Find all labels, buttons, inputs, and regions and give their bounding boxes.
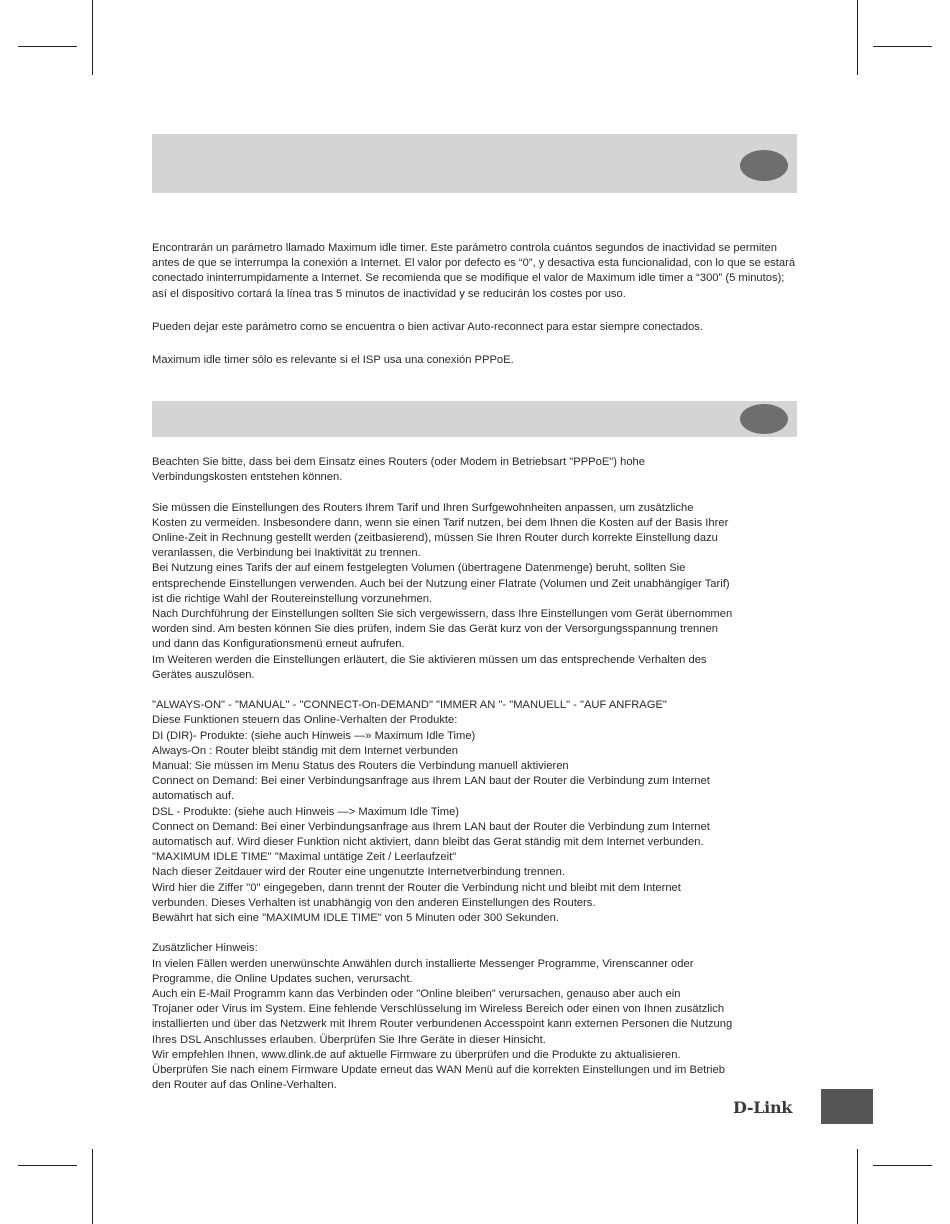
text-line: Diese Funktionen steuern das Online-Verhalten der Produkte: bbox=[152, 714, 458, 727]
crop-mark bbox=[18, 1165, 77, 1166]
text-line: Beachten Sie bitte, dass bei dem Einsatz eines Routers (oder Modem in Betriebsart "PPPoE") hohe bbox=[152, 456, 645, 468]
text-line: verbunden. Dieses Verhalten ist unabhängig von den anderen Einstellungen des Routers. bbox=[152, 896, 596, 909]
text-line: installierten und über das Netzwerk mit Ihrem Router verbundenen Accesspoint kann externen Personen die Nutzung bbox=[152, 1018, 733, 1031]
crop-mark bbox=[873, 1165, 932, 1166]
text-line: ist die richtige Wahl der Routereinstellung vorzunehmen. bbox=[152, 592, 433, 605]
crop-mark bbox=[18, 46, 77, 47]
crop-mark bbox=[92, 1149, 93, 1224]
blank-line bbox=[152, 683, 802, 698]
text-line: automatisch auf. Wird dieser Funktion nicht aktiviert, dann bleibt das Gerat ständig mit dem Internet verbunden. bbox=[152, 836, 704, 849]
text-line: Überprüfen Sie nach einem Firmware Update erneut das WAN Menü auf die korrekten Einstellungen und im Betrieb bbox=[152, 1064, 725, 1077]
paragraph: Encontrarán un parámetro llamado Maximum idle timer. Este parámetro controla cuántos segundos de inactividad se permiten antes de que se interrumpa la conexión a Internet. El valor por defecto es “0”, y desactiva esta funcionalidad, con lo que se estará conectado ininterrumpidamente a Internet. Se recomienda que se modifique el valor de Maximum idle timer a “300” (5 minutos); así el dispositivo cortará la línea tras 5 minutos de inactividad y se reducirán los costes por uso. bbox=[152, 242, 796, 300]
crop-mark bbox=[857, 1149, 858, 1224]
text-line: Gerätes auszulösen. bbox=[152, 668, 255, 681]
section-header-spanish bbox=[152, 134, 797, 193]
text-line: Bewährt hat sich eine "MAXIMUM IDLE TIME" von 5 Minuten oder 300 Sekunden. bbox=[152, 912, 559, 925]
text-line: Trojaner oder Virus im System. Eine fehlende Verschlüsselung im Wireless Bereich oder einen von Ihnen zusätzlich bbox=[152, 1003, 725, 1016]
crop-mark bbox=[857, 0, 858, 75]
text-line: Programme, die Online Updates suchen, verursacht. bbox=[152, 972, 413, 985]
text-line: veranlassen, die Verbindung bei Inaktivität zu trennen. bbox=[152, 547, 421, 560]
section-header-german bbox=[152, 401, 797, 437]
text-line: Bei Nutzung eines Tarifs der auf einem festgelegten Volumen (übertragene Datenmenge) beruht, sollten Sie bbox=[152, 562, 686, 575]
paragraph: Pueden dejar este parámetro como se encuentra o bien activar Auto-reconnect para estar siempre conectados. bbox=[152, 320, 703, 333]
text-line: Connect on Demand: Bei einer Verbindungsanfrage aus Ihrem LAN baut der Router die Verbindung zum Internet bbox=[152, 820, 710, 833]
text-line: Manual: Sie müssen im Menu Status des Routers die Verbindung manuell aktivieren bbox=[152, 760, 569, 773]
text-line: DI (DIR)- Produkte: (siehe auch Hinweis —» Maximum Idle Time) bbox=[152, 729, 476, 742]
text-line: Connect on Demand: Bei einer Verbindungsanfrage aus Ihrem LAN baut der Router die Verbindung zum Internet bbox=[152, 775, 710, 788]
crop-mark bbox=[92, 0, 93, 75]
text-line: den Router auf das Online-Verhalten. bbox=[152, 1079, 337, 1092]
text-line: Nach Durchführung der Einstellungen sollten Sie sich vergewissern, dass Ihre Einstellungen vom Gerät übernommen bbox=[152, 608, 733, 621]
text-line: Kosten zu vermeiden. Insbesondere dann, wenn sie einen Tarif nutzen, bei dem Ihnen die Kosten auf der Basis Ihrer bbox=[152, 516, 729, 529]
text-line: Ihres DSL Anschlusses erlauben. Überprüfen Sie Ihre Geräte in dieser Hinsicht. bbox=[152, 1033, 546, 1046]
text-line: worden sind. Am besten können Sie dies prüfen, indem Sie das Gerät kurz von der Versorgungsspannung trennen bbox=[152, 623, 718, 636]
paragraph: Maximum idle timer sólo es relevante si el ISP usa una conexión PPPoE. bbox=[152, 354, 514, 367]
page-number-box bbox=[821, 1089, 873, 1124]
text-line: Zusätzlicher Hinweis: bbox=[152, 942, 258, 955]
text-line: Sie müssen die Einstellungen des Routers Ihrem Tarif und Ihren Surfgewohnheiten anpassen, um zusätzliche bbox=[152, 501, 694, 514]
text-line: "MAXIMUM IDLE TIME" "Maximal untätige Zeit / Leerlaufzeit" bbox=[152, 851, 457, 864]
text-line: Wird hier die Ziffer "0" eingegeben, dann trennt der Router die Verbindung nicht und bleibt mit dem Internet bbox=[152, 881, 681, 894]
crop-mark bbox=[873, 46, 932, 47]
dlink-logo: D-Link bbox=[733, 1098, 793, 1117]
text-line: Im Weiteren werden die Einstellungen erläutert, die Sie aktivieren müssen um das entsprechende Verhalten des bbox=[152, 653, 707, 666]
text-line: Nach dieser Zeitdauer wird der Router eine ungenutzte Internetverbindung trennen. bbox=[152, 866, 565, 879]
text-line: Verbindungskosten entstehen können. bbox=[152, 471, 343, 484]
text-line: und dann das Konfigurationsmenü erneut aufrufen. bbox=[152, 638, 405, 651]
text-line: entsprechende Einstellungen verwenden. Auch bei der Nutzung einer Flatrate (Volumen und Zeit unabhängiger Tarif) bbox=[152, 577, 730, 590]
language-tab-marker bbox=[740, 150, 788, 181]
text-line: Auch ein E-Mail Programm kann das Verbinden oder "Online bleiben" verursachen, genauso aber auch ein bbox=[152, 988, 681, 1001]
text-line: In vielen Fällen werden unerwünschte Anwählen durch installierte Messenger Programme, Virenscanner oder bbox=[152, 957, 694, 970]
text-line: DSL - Produkte: (siehe auch Hinweis —> Maximum Idle Time) bbox=[152, 805, 460, 818]
blank-line bbox=[152, 926, 802, 941]
spanish-section-text bbox=[152, 241, 802, 368]
german-section-text bbox=[152, 455, 802, 1093]
text-line: "ALWAYS-ON" - "MANUAL" - "CONNECT-On-DEMAND" "IMMER AN "- "MANUELL" - "AUF ANFRAGE" bbox=[152, 699, 667, 712]
blank-line bbox=[152, 485, 802, 500]
text-line: automatisch auf. bbox=[152, 790, 235, 803]
text-line: Always-On : Router bleibt ständig mit dem Internet verbunden bbox=[152, 744, 458, 757]
text-line: Wir empfehlen Ihnen, www.dlink.de auf aktuelle Firmware zu überprüfen und die Produkte zu aktualisieren. bbox=[152, 1048, 681, 1061]
text-line: Online-Zeit in Rechnung gestellt werden (zeitbasierend), müssen Sie Ihren Router durch korrekte Einstellung dazu bbox=[152, 532, 718, 544]
language-tab-marker bbox=[740, 404, 788, 434]
